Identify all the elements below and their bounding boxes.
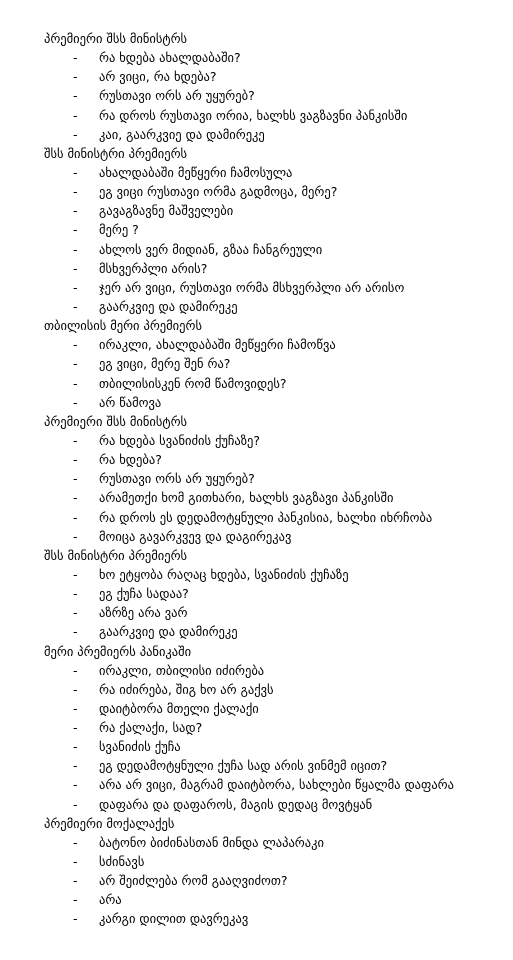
dialogue-text: ბატონო ბიძინასთან მინდა ლაპარაკი: [99, 834, 324, 850]
list-bullet-dash: -: [73, 279, 78, 295]
dialogue-text: ახლოს ვერ მიდიან, გზაა ჩანგრეული: [99, 241, 323, 257]
list-bullet-dash: -: [73, 624, 78, 640]
dialogue-line: [0, 699, 513, 718]
speaker-heading: თბილისის მერი პრემიერს: [44, 318, 202, 334]
list-bullet-dash: -: [73, 394, 78, 410]
speaker-heading: შსს მინისტრი პრემიერს: [44, 145, 188, 161]
speaker-heading: მერი პრემიერს პანიკაში: [44, 643, 192, 659]
dialogue-text: ირაკლი, ახალდაბაში მეწყერი ჩამოწვა: [99, 337, 336, 353]
list-bullet-dash: -: [73, 758, 78, 774]
list-bullet-dash: -: [73, 490, 78, 506]
dialogue-line: [0, 450, 513, 469]
dialogue-line: [0, 661, 513, 680]
dialogue-line: [0, 508, 513, 527]
dialogue-text: არ ვიცი, რა ხდება?: [99, 69, 217, 85]
dialogue-line: [0, 890, 513, 909]
speaker-heading: პრემიერი შსს მინისტრს: [44, 31, 188, 46]
list-bullet-dash: -: [73, 203, 78, 219]
list-bullet-dash: -: [73, 605, 78, 621]
dialogue-text: ირაკლი, თბილისი იძირება: [99, 662, 265, 678]
dialogue-line: [0, 469, 513, 488]
dialogue-text: არა არ ვიცი, მაგრამ დაიტბორა, სახლები წყალმა დაფარა: [99, 777, 454, 793]
list-bullet-dash: -: [73, 452, 78, 468]
dialogue-text: არა: [99, 892, 122, 908]
list-bullet-dash: -: [73, 509, 78, 525]
dialogue-text: რა დროს ეს დედამოტყნული პანკისია, ხალხი იხრჩობა: [99, 509, 433, 525]
dialogue-line: [0, 527, 513, 546]
list-bullet-dash: -: [73, 700, 78, 716]
dialogue-line: [0, 182, 513, 201]
dialogue-line: [0, 278, 513, 297]
list-bullet-dash: -: [73, 892, 78, 908]
dialogue-text: რა ხდება ახალდაბაში?: [99, 50, 241, 66]
dialogue-line: [0, 220, 513, 239]
dialogue-line: [0, 718, 513, 737]
dialogue-text: რა დროს რუსთავი ორია, ხალხს ვაგზავნი პანკისში: [99, 107, 408, 123]
dialogue-line: [0, 125, 513, 144]
list-bullet-dash: -: [73, 88, 78, 104]
list-bullet-dash: -: [73, 432, 78, 448]
dialogue-text: თბილისისკენ რომ წამოვიდეს?: [99, 375, 287, 391]
list-bullet-dash: -: [73, 528, 78, 544]
dialogue-text: რა იძირება, შიგ ხო არ გაქვს: [99, 681, 274, 697]
list-bullet-dash: -: [73, 662, 78, 678]
list-bullet-dash: -: [73, 260, 78, 276]
dialogue-line: [0, 775, 513, 794]
dialogue-text: არ წამოვა: [99, 394, 162, 410]
dialogue-text: რუსთავი ორს არ უყურებ?: [99, 88, 255, 104]
list-bullet-dash: -: [73, 337, 78, 353]
list-bullet-dash: -: [73, 720, 78, 736]
dialogue-line: [0, 48, 513, 67]
dialogue-line: [0, 680, 513, 699]
list-bullet-dash: -: [73, 739, 78, 755]
dialogue-line: [0, 374, 513, 393]
dialogue-text: გაარკვიე და დამირეკე: [99, 298, 238, 314]
dialogue-text: გავაგზავნე მაშველები: [99, 203, 234, 219]
dialogue-line: [0, 201, 513, 220]
list-bullet-dash: -: [73, 854, 78, 870]
dialogue-text: რა ხდება სვანიძის ქუჩაზე?: [99, 432, 261, 448]
speaker-heading: პრემიერი შსს მინისტრს: [44, 413, 188, 429]
dialogue-line: [0, 852, 513, 871]
dialogue-line: [0, 622, 513, 641]
dialogue-text: ეგ ვიცი რუსთავი ორმა გადმოცა, მერე?: [99, 184, 338, 200]
dialogue-text: ეგ ქუჩა სადაა?: [99, 586, 189, 602]
list-bullet-dash: -: [73, 873, 78, 889]
dialogue-text: არ შეიძლება რომ გააღვიძოთ?: [99, 873, 288, 889]
dialogue-text: აზრზე არა ვარ: [99, 605, 188, 621]
dialogue-text: დაიტბორა მთელი ქალაქი: [99, 700, 259, 716]
dialogue-line: [0, 584, 513, 603]
dialogue-line: [0, 737, 513, 756]
dialogue-line: [0, 259, 513, 278]
dialogue-line: [0, 603, 513, 622]
dialogue-text: რუსთავი ორს არ უყურებ?: [99, 471, 255, 487]
list-bullet-dash: -: [73, 796, 78, 812]
list-bullet-dash: -: [73, 356, 78, 372]
list-bullet-dash: -: [73, 834, 78, 850]
list-bullet-dash: -: [73, 777, 78, 793]
dialogue-text: რა ხდება?: [99, 452, 162, 468]
dialogue-text: ხო ეტყობა რაღაც ხდება, სვანიძის ქუჩაზე: [99, 566, 349, 582]
speaker-heading: პრემიერი მოქალაქეს: [44, 815, 175, 831]
dialogue-text: რა ქალაქი, სად?: [99, 720, 203, 736]
dialogue-line: [0, 833, 513, 852]
dialogue-line: [0, 431, 513, 450]
dialogue-line: [0, 393, 513, 412]
list-bullet-dash: -: [73, 241, 78, 257]
list-bullet-dash: -: [73, 681, 78, 697]
list-bullet-dash: -: [73, 107, 78, 123]
dialogue-line: [0, 86, 513, 105]
list-bullet-dash: -: [73, 50, 78, 66]
list-bullet-dash: -: [73, 69, 78, 85]
dialogue-text: გაარკვიე და დამირეკე: [99, 624, 238, 640]
list-bullet-dash: -: [73, 164, 78, 180]
dialogue-line: [0, 488, 513, 507]
dialogue-line: [0, 335, 513, 354]
dialogue-line: [0, 106, 513, 125]
dialogue-text: არამეთქი ხომ გითხარი, ხალხს ვაგზავი პანკისში: [99, 490, 394, 506]
dialogue-text: ახალდაბაში მეწყერი ჩამოსულა: [99, 164, 293, 180]
dialogue-line: [0, 67, 513, 86]
dialogue-text: ეგ დედამოტყნული ქუჩა სად არის ვინმემ იცით?: [99, 758, 388, 774]
speaker-heading: შსს მინისტრი პრემიერს: [44, 547, 188, 563]
dialogue-line: [0, 354, 513, 373]
dialogue-text: მოიცა გავარკვევ და დაგირეკავ: [99, 528, 292, 544]
list-bullet-dash: -: [73, 184, 78, 200]
dialogue-line: [0, 909, 513, 928]
list-bullet-dash: -: [73, 471, 78, 487]
list-bullet-dash: -: [73, 586, 78, 602]
list-bullet-dash: -: [73, 911, 78, 927]
dialogue-text: ეგ ვიცი, მერე შენ რა?: [99, 356, 231, 372]
list-bullet-dash: -: [73, 375, 78, 391]
dialogue-line: [0, 871, 513, 890]
list-bullet-dash: -: [73, 566, 78, 582]
dialogue-text: მსხვერპლი არის?: [99, 260, 208, 276]
dialogue-text: კაი, გაარკვიე და დამირეკე: [99, 126, 265, 142]
dialogue-text: კარგი დილით დავრეკავ: [99, 911, 249, 927]
dialogue-line: [0, 795, 513, 814]
list-bullet-dash: -: [73, 298, 78, 314]
dialogue-line: [0, 756, 513, 775]
list-bullet-dash: -: [73, 222, 78, 238]
dialogue-text: სძინავს: [99, 854, 145, 870]
list-bullet-dash: -: [73, 126, 78, 142]
dialogue-line: [0, 565, 513, 584]
dialogue-text: მერე ?: [99, 222, 139, 238]
dialogue-text: ჯერ არ ვიცი, რუსთავი ორმა მსხვერპლი არ არისო: [99, 279, 405, 295]
dialogue-line: [0, 240, 513, 259]
document-body: [0, 29, 513, 929]
dialogue-line: [0, 163, 513, 182]
dialogue-text: დაფარა და დაფაროს, მაგის დედაც მოვტყან: [99, 796, 373, 812]
dialogue-text: სვანიძის ქუჩა: [99, 739, 181, 755]
dialogue-line: [0, 297, 513, 316]
